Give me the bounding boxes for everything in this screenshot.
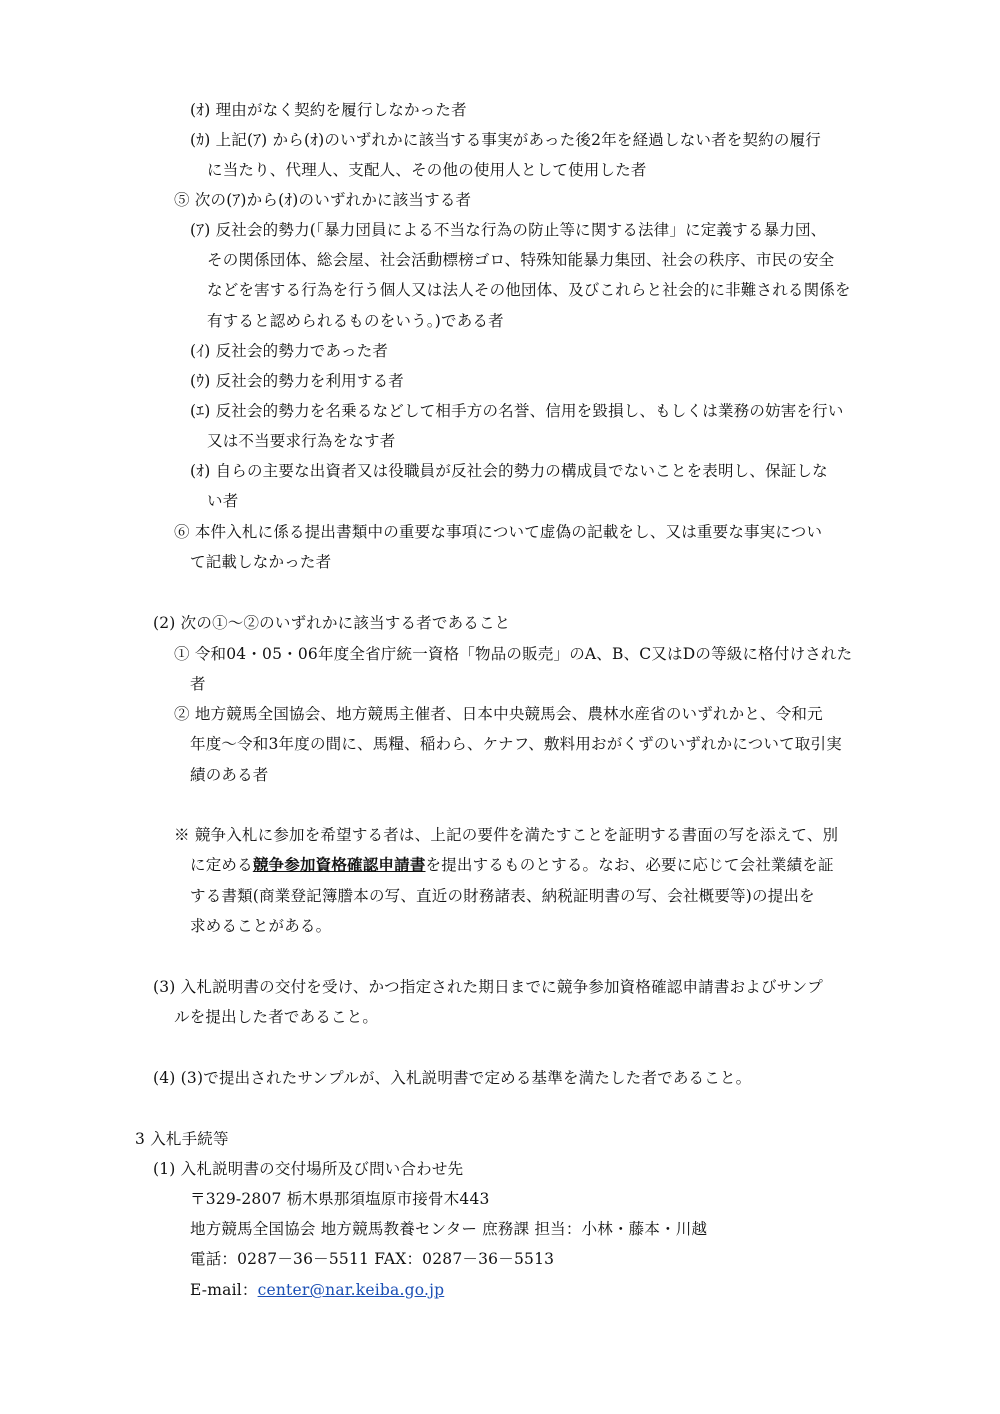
note-line3: する書類(商業登記簿謄本の写、直近の財務諸表、納税証明書の写、会社概要等)の提出を [190, 887, 815, 905]
item-a-line1: (ｱ) 反社会的勢力(「暴力団員による不当な行為の防止等に関する法律」に定義する暴力団、 [190, 221, 827, 239]
note-line1: ※ 競争入札に参加を希望する者は、上記の要件を満たすことを証明する書面の写を添えて、別 [174, 826, 839, 844]
item-ka-line2: に当たり、代理人、支配人、その他の使用人として使用した者 [207, 161, 647, 179]
item-2-2-line3: 績のある者 [190, 766, 269, 784]
item-5-heading: ⑤ 次の(ｱ)から(ｵ)のいずれかに該当する者 [174, 191, 472, 209]
contact-email [190, 1280, 444, 1300]
chapter-3-heading: 3 入札手続等 [135, 1130, 229, 1148]
item-6-line1: ⑥ 本件入札に係る提出書類中の重要な事項について虚偽の記載をし、又は重要な事実につい [174, 523, 823, 541]
item-2-1-line1: ① 令和04・05・06年度全省庁統一資格「物品の販売」のA、B、C又はDの等級に格付けされた [174, 645, 853, 663]
item-e-line2: 又は不当要求行為をなす者 [207, 432, 396, 450]
email-label: E-mail： [190, 1281, 258, 1299]
item-ka-line1: (ｶ) 上記(ｱ) から(ｵ)のいずれかに該当する事実があった後2年を経過しない者を契約の履行 [190, 131, 821, 149]
section-3-line2: ルを提出した者であること。 [174, 1008, 379, 1026]
note-line2 [190, 855, 834, 875]
item-a-line3: などを害する行為を行う個人又は法人その他団体、及びこれらと社会的に非難される関係を [207, 281, 851, 299]
item-i: (ｲ) 反社会的勢力であった者 [190, 342, 389, 360]
item-e-line1: (ｴ) 反社会的勢力を名乗るなどして相手方の名誉、信用を毀損し、もしくは業務の妨害を行い [190, 402, 844, 420]
contact-heading: (1) 入札説明書の交付場所及び問い合わせ先 [153, 1160, 464, 1178]
item-o-line2: い者 [207, 492, 239, 510]
item-2-2-line2: 年度～令和3年度の間に、馬糧、稲わら、ケナフ、敷料用おがくずのいずれかについて取引実 [190, 735, 842, 753]
section-4: (4) (3)で提出されたサンプルが、入札説明書で定める基準を満たした者であること。 [153, 1069, 752, 1087]
item-a-line4: 有すると認められるものをいう。)である者 [207, 312, 504, 330]
note-line2-prefix: に定める [190, 856, 253, 874]
contact-address: 〒329-2807 栃木県那須塩原市接骨木443 [190, 1190, 490, 1208]
item-6-line2: て記載しなかった者 [190, 553, 332, 571]
note-line2-suffix: を提出するものとする。なお、必要に応じて会社業績を証 [425, 856, 834, 874]
item-2-2-line1: ② 地方競馬全国協会、地方競馬主催者、日本中央競馬会、農林水産省のいずれかと、令和元 [174, 705, 823, 723]
contact-phone-fax: 電話：0287－36－5511 FAX：0287－36－5513 [190, 1250, 555, 1268]
email-link[interactable]: center@nar.keiba.go.jp [257, 1281, 445, 1299]
item-o-no-reason: (ｵ) 理由がなく契約を履行しなかった者 [190, 101, 467, 119]
item-a-line2: その関係団体、総会屋、社会活動標榜ゴロ、特殊知能暴力集団、社会の秩序、市民の安全 [207, 251, 835, 269]
item-u: (ｳ) 反社会的勢力を利用する者 [190, 372, 404, 390]
note-line4: 求めることがある。 [190, 917, 332, 935]
section-2-heading: (2) 次の①～②のいずれかに該当する者であること [153, 614, 511, 632]
application-form-name: 競争参加資格確認申請書 [252, 855, 426, 874]
item-2-1-line2: 者 [190, 675, 206, 693]
section-3-line1: (3) 入札説明書の交付を受け、かつ指定された期日までに競争参加資格確認申請書およびサンプ [153, 978, 823, 996]
contact-organization: 地方競馬全国協会 地方競馬教養センター 庶務課 担当：小林・藤本・川越 [190, 1220, 708, 1238]
item-o-line1: (ｵ) 自らの主要な出資者又は役職員が反社会的勢力の構成員でないことを表明し、保証しな [190, 462, 828, 480]
